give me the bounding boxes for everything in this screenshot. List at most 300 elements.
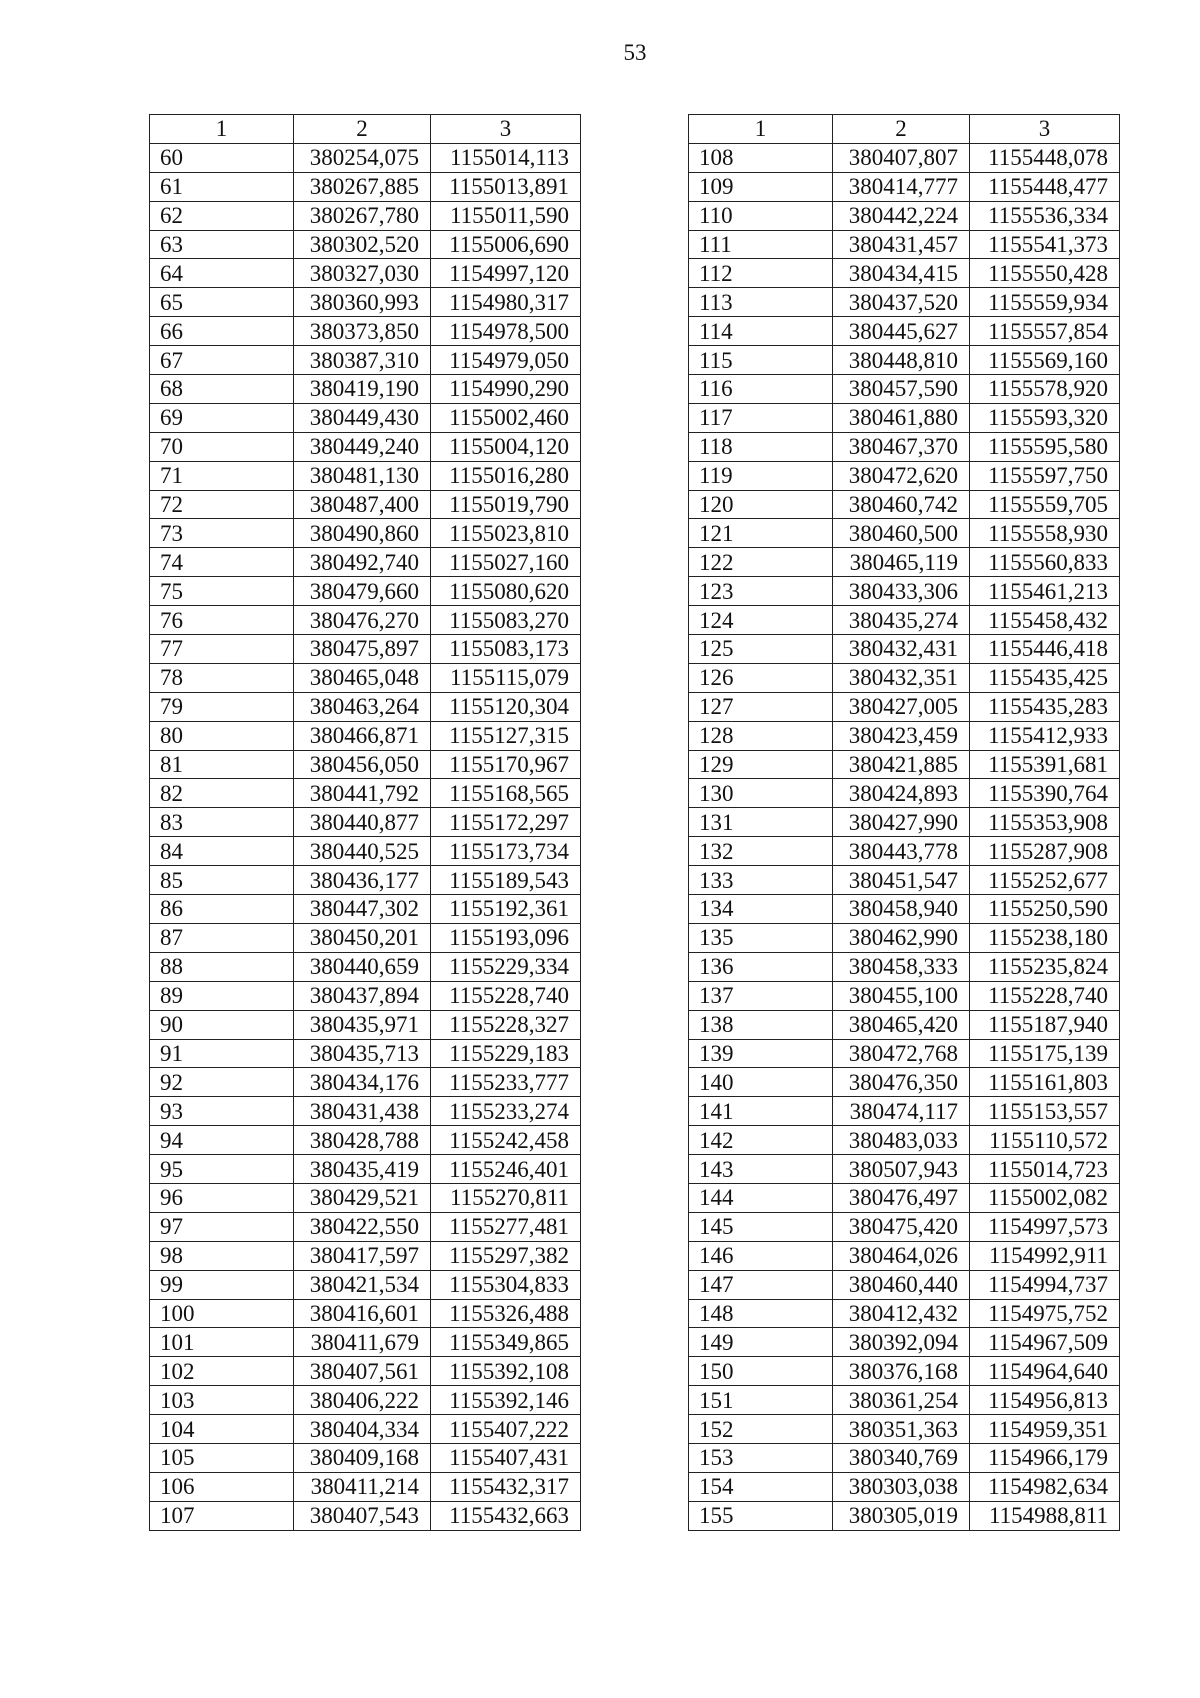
coordinate-y-cell: 1155013,891	[431, 172, 581, 201]
point-number-cell: 60	[150, 143, 294, 172]
coordinate-y-cell: 1155550,428	[970, 259, 1120, 288]
coordinate-y-cell: 1155558,930	[970, 519, 1120, 548]
coordinate-y-cell: 1155560,833	[970, 548, 1120, 577]
coordinate-x-cell: 380407,543	[294, 1501, 431, 1530]
point-number-cell: 135	[689, 923, 833, 952]
point-number-cell: 96	[150, 1183, 294, 1212]
table-row	[689, 230, 1120, 259]
table-row	[689, 808, 1120, 837]
coordinate-x-cell: 380303,038	[833, 1472, 970, 1501]
coordinate-y-cell: 1155412,933	[970, 721, 1120, 750]
table-row	[689, 403, 1120, 432]
table-row	[150, 1010, 581, 1039]
coordinate-x-cell: 380435,971	[294, 1010, 431, 1039]
point-number-cell: 86	[150, 895, 294, 924]
table-row	[689, 1010, 1120, 1039]
coordinate-y-cell: 1155277,481	[431, 1212, 581, 1241]
coordinate-x-cell: 380472,620	[833, 461, 970, 490]
coordinate-x-cell: 380483,033	[833, 1126, 970, 1155]
coordinate-x-cell: 380406,222	[294, 1386, 431, 1415]
coordinate-x-cell: 380507,943	[833, 1155, 970, 1184]
point-number-cell: 99	[150, 1270, 294, 1299]
coordinate-x-cell: 380421,885	[833, 750, 970, 779]
table-row	[150, 1386, 581, 1415]
point-number-cell: 95	[150, 1155, 294, 1184]
coordinate-y-cell: 1155011,590	[431, 201, 581, 230]
coordinate-x-cell: 380476,497	[833, 1183, 970, 1212]
point-number-cell: 74	[150, 548, 294, 577]
coordinate-y-cell: 1155127,315	[431, 721, 581, 750]
table-row	[689, 750, 1120, 779]
coordinate-x-cell: 380441,792	[294, 779, 431, 808]
point-number-cell: 139	[689, 1039, 833, 1068]
table-row	[689, 375, 1120, 404]
table-row	[689, 1155, 1120, 1184]
point-number-cell: 136	[689, 952, 833, 981]
table-row	[150, 1357, 581, 1386]
table-row	[689, 1472, 1120, 1501]
coordinate-y-cell: 1155559,934	[970, 288, 1120, 317]
point-number-cell: 133	[689, 866, 833, 895]
coordinate-x-cell: 380428,788	[294, 1126, 431, 1155]
column-header: 1	[689, 115, 833, 144]
coordinate-x-cell: 380404,334	[294, 1415, 431, 1444]
table-row	[689, 1126, 1120, 1155]
coordinate-x-cell: 380414,777	[833, 172, 970, 201]
coordinate-x-cell: 380431,457	[833, 230, 970, 259]
point-number-cell: 108	[689, 143, 833, 172]
coordinate-y-cell: 1155233,777	[431, 1068, 581, 1097]
coordinate-y-cell: 1155287,908	[970, 837, 1120, 866]
coordinate-y-cell: 1155019,790	[431, 490, 581, 519]
coordinate-y-cell: 1155193,096	[431, 923, 581, 952]
coordinate-x-cell: 380460,440	[833, 1270, 970, 1299]
coordinate-y-cell: 1155297,382	[431, 1241, 581, 1270]
coordinate-y-cell: 1155170,967	[431, 750, 581, 779]
table-row	[150, 635, 581, 664]
coordinate-y-cell: 1155175,139	[970, 1039, 1120, 1068]
table-row	[150, 172, 581, 201]
table-row	[689, 1097, 1120, 1126]
coordinate-y-cell: 1155014,113	[431, 143, 581, 172]
coordinate-y-cell: 1154967,509	[970, 1328, 1120, 1357]
coordinate-x-cell: 380437,520	[833, 288, 970, 317]
table-row	[689, 923, 1120, 952]
table-row	[689, 1183, 1120, 1212]
point-number-cell: 90	[150, 1010, 294, 1039]
point-number-cell: 105	[150, 1443, 294, 1472]
point-number-cell: 101	[150, 1328, 294, 1357]
coordinate-y-cell: 1155238,180	[970, 923, 1120, 952]
point-number-cell: 119	[689, 461, 833, 490]
table-row	[689, 606, 1120, 635]
point-number-cell: 100	[150, 1299, 294, 1328]
coordinate-y-cell: 1155161,803	[970, 1068, 1120, 1097]
coordinate-y-cell: 1155242,458	[431, 1126, 581, 1155]
table-row	[689, 692, 1120, 721]
point-number-cell: 94	[150, 1126, 294, 1155]
coordinate-y-cell: 1155110,572	[970, 1126, 1120, 1155]
coordinate-x-cell: 380492,740	[294, 548, 431, 577]
coordinate-y-cell: 1155392,108	[431, 1357, 581, 1386]
table-row	[150, 1415, 581, 1444]
coordinate-y-cell: 1155250,590	[970, 895, 1120, 924]
coordinates-table-right	[688, 114, 1120, 1531]
table-row	[689, 952, 1120, 981]
coordinate-x-cell: 380458,333	[833, 952, 970, 981]
column-header: 2	[833, 115, 970, 144]
coordinate-x-cell: 380416,601	[294, 1299, 431, 1328]
coordinate-y-cell: 1155407,431	[431, 1443, 581, 1472]
coordinate-y-cell: 1155559,705	[970, 490, 1120, 519]
table-row	[150, 317, 581, 346]
coordinate-y-cell: 1155569,160	[970, 346, 1120, 375]
table-row	[689, 1415, 1120, 1444]
coordinate-x-cell: 380467,370	[833, 432, 970, 461]
coordinate-x-cell: 380449,240	[294, 432, 431, 461]
table-row	[150, 375, 581, 404]
coordinate-y-cell: 1155252,677	[970, 866, 1120, 895]
table-row	[689, 1386, 1120, 1415]
coordinate-y-cell: 1155578,920	[970, 375, 1120, 404]
point-number-cell: 76	[150, 606, 294, 635]
table-row	[689, 317, 1120, 346]
coordinate-y-cell: 1155536,334	[970, 201, 1120, 230]
point-number-cell: 141	[689, 1097, 833, 1126]
table-row	[150, 1501, 581, 1530]
coordinate-y-cell: 1155458,432	[970, 606, 1120, 635]
coordinate-y-cell: 1155448,078	[970, 143, 1120, 172]
table-row	[689, 461, 1120, 490]
table-row	[150, 1097, 581, 1126]
point-number-cell: 78	[150, 663, 294, 692]
coordinate-x-cell: 380476,350	[833, 1068, 970, 1097]
table-row	[689, 721, 1120, 750]
table-row	[689, 981, 1120, 1010]
point-number-cell: 63	[150, 230, 294, 259]
point-number-cell: 81	[150, 750, 294, 779]
coordinate-y-cell: 1155353,908	[970, 808, 1120, 837]
coordinate-y-cell: 1155173,734	[431, 837, 581, 866]
coordinate-y-cell: 1154980,317	[431, 288, 581, 317]
coordinate-x-cell: 380267,780	[294, 201, 431, 230]
point-number-cell: 88	[150, 952, 294, 981]
point-number-cell: 82	[150, 779, 294, 808]
table-row	[150, 519, 581, 548]
coordinate-y-cell: 1155597,750	[970, 461, 1120, 490]
coordinate-y-cell: 1154966,179	[970, 1443, 1120, 1472]
table-row	[150, 1443, 581, 1472]
point-number-cell: 128	[689, 721, 833, 750]
table-row	[150, 692, 581, 721]
table-row	[689, 866, 1120, 895]
coordinate-x-cell: 380465,420	[833, 1010, 970, 1039]
point-number-cell: 102	[150, 1357, 294, 1386]
table-row	[689, 201, 1120, 230]
coordinate-x-cell: 380434,415	[833, 259, 970, 288]
point-number-cell: 83	[150, 808, 294, 837]
point-number-cell: 153	[689, 1443, 833, 1472]
point-number-cell: 129	[689, 750, 833, 779]
table-row	[150, 1212, 581, 1241]
table-row	[150, 577, 581, 606]
coordinate-x-cell: 380254,075	[294, 143, 431, 172]
table-row	[689, 635, 1120, 664]
coordinate-y-cell: 1155233,274	[431, 1097, 581, 1126]
coordinate-x-cell: 380387,310	[294, 346, 431, 375]
coordinate-x-cell: 380429,521	[294, 1183, 431, 1212]
coordinate-y-cell: 1155435,283	[970, 692, 1120, 721]
table-row	[689, 143, 1120, 172]
column-header: 3	[970, 115, 1120, 144]
table-header-row	[150, 115, 581, 144]
point-number-cell: 77	[150, 635, 294, 664]
table-row	[689, 1068, 1120, 1097]
table-header-row	[689, 115, 1120, 144]
coordinate-x-cell: 380440,659	[294, 952, 431, 981]
coordinate-y-cell: 1154956,813	[970, 1386, 1120, 1415]
table-row	[689, 519, 1120, 548]
coordinate-y-cell: 1154959,351	[970, 1415, 1120, 1444]
point-number-cell: 131	[689, 808, 833, 837]
point-number-cell: 134	[689, 895, 833, 924]
coordinate-x-cell: 380360,993	[294, 288, 431, 317]
point-number-cell: 106	[150, 1472, 294, 1501]
point-number-cell: 113	[689, 288, 833, 317]
point-number-cell: 126	[689, 663, 833, 692]
point-number-cell: 112	[689, 259, 833, 288]
coordinate-y-cell: 1155120,304	[431, 692, 581, 721]
coordinate-x-cell: 380464,026	[833, 1241, 970, 1270]
point-number-cell: 117	[689, 403, 833, 432]
table-row	[150, 1270, 581, 1299]
point-number-cell: 75	[150, 577, 294, 606]
coordinate-y-cell: 1155446,418	[970, 635, 1120, 664]
coordinate-y-cell: 1155235,824	[970, 952, 1120, 981]
point-number-cell: 147	[689, 1270, 833, 1299]
point-number-cell: 111	[689, 230, 833, 259]
point-number-cell: 145	[689, 1212, 833, 1241]
point-number-cell: 69	[150, 403, 294, 432]
coordinate-y-cell: 1154988,811	[970, 1501, 1120, 1530]
point-number-cell: 72	[150, 490, 294, 519]
coordinate-y-cell: 1155432,663	[431, 1501, 581, 1530]
coordinate-y-cell: 1155304,833	[431, 1270, 581, 1299]
table-row	[150, 1299, 581, 1328]
table-row	[689, 577, 1120, 606]
coordinate-x-cell: 380419,190	[294, 375, 431, 404]
coordinate-x-cell: 380267,885	[294, 172, 431, 201]
table-row	[150, 1155, 581, 1184]
point-number-cell: 115	[689, 346, 833, 375]
coordinate-x-cell: 380476,270	[294, 606, 431, 635]
table-row	[689, 1328, 1120, 1357]
coordinate-x-cell: 380433,306	[833, 577, 970, 606]
coordinate-y-cell: 1155246,401	[431, 1155, 581, 1184]
coordinate-y-cell: 1155002,460	[431, 403, 581, 432]
coordinate-y-cell: 1155080,620	[431, 577, 581, 606]
table-row	[689, 663, 1120, 692]
coordinate-y-cell: 1155187,940	[970, 1010, 1120, 1039]
coordinate-x-cell: 380479,660	[294, 577, 431, 606]
coordinate-x-cell: 380447,302	[294, 895, 431, 924]
coordinate-y-cell: 1154964,640	[970, 1357, 1120, 1386]
coordinate-y-cell: 1155002,082	[970, 1183, 1120, 1212]
table-row	[689, 837, 1120, 866]
table-row	[689, 346, 1120, 375]
coordinate-y-cell: 1155593,320	[970, 403, 1120, 432]
table-row	[689, 1299, 1120, 1328]
coordinate-x-cell: 380490,860	[294, 519, 431, 548]
point-number-cell: 142	[689, 1126, 833, 1155]
table-row	[150, 779, 581, 808]
coordinates-table-left	[149, 114, 581, 1531]
point-number-cell: 144	[689, 1183, 833, 1212]
table-row	[150, 1472, 581, 1501]
table-row	[150, 461, 581, 490]
coordinate-y-cell: 1155557,854	[970, 317, 1120, 346]
point-number-cell: 146	[689, 1241, 833, 1270]
coordinate-x-cell: 380455,100	[833, 981, 970, 1010]
coordinate-y-cell: 1155023,810	[431, 519, 581, 548]
coordinate-y-cell: 1155326,488	[431, 1299, 581, 1328]
table-row	[150, 230, 581, 259]
coordinate-x-cell: 380427,990	[833, 808, 970, 837]
table-row	[689, 1443, 1120, 1472]
coordinate-y-cell: 1155228,740	[431, 981, 581, 1010]
point-number-cell: 70	[150, 432, 294, 461]
point-number-cell: 61	[150, 172, 294, 201]
table-row	[689, 548, 1120, 577]
coordinate-x-cell: 380412,432	[833, 1299, 970, 1328]
coordinate-x-cell: 380417,597	[294, 1241, 431, 1270]
table-row	[689, 1357, 1120, 1386]
point-number-cell: 150	[689, 1357, 833, 1386]
point-number-cell: 79	[150, 692, 294, 721]
coordinate-x-cell: 380460,500	[833, 519, 970, 548]
coordinate-x-cell: 380445,627	[833, 317, 970, 346]
coordinate-y-cell: 1155006,690	[431, 230, 581, 259]
coordinate-y-cell: 1155115,079	[431, 663, 581, 692]
point-number-cell: 107	[150, 1501, 294, 1530]
coordinate-y-cell: 1154982,634	[970, 1472, 1120, 1501]
table-row	[150, 606, 581, 635]
table-row	[150, 201, 581, 230]
coordinate-x-cell: 380351,363	[833, 1415, 970, 1444]
point-number-cell: 89	[150, 981, 294, 1010]
coordinate-x-cell: 380407,561	[294, 1357, 431, 1386]
coordinate-y-cell: 1154990,290	[431, 375, 581, 404]
point-number-cell: 104	[150, 1415, 294, 1444]
coordinate-y-cell: 1155448,477	[970, 172, 1120, 201]
point-number-cell: 130	[689, 779, 833, 808]
point-number-cell: 114	[689, 317, 833, 346]
coordinate-x-cell: 380424,893	[833, 779, 970, 808]
coordinate-y-cell: 1155083,270	[431, 606, 581, 635]
coordinate-y-cell: 1155270,811	[431, 1183, 581, 1212]
coordinate-x-cell: 380305,019	[833, 1501, 970, 1530]
coordinate-x-cell: 380432,351	[833, 663, 970, 692]
coordinate-x-cell: 380422,550	[294, 1212, 431, 1241]
table-row	[150, 808, 581, 837]
coordinate-y-cell: 1155407,222	[431, 1415, 581, 1444]
coordinate-x-cell: 380427,005	[833, 692, 970, 721]
coordinate-x-cell: 380411,214	[294, 1472, 431, 1501]
table-row	[150, 1126, 581, 1155]
table-row	[150, 895, 581, 924]
point-number-cell: 152	[689, 1415, 833, 1444]
coordinate-y-cell: 1154994,737	[970, 1270, 1120, 1299]
coordinate-y-cell: 1155153,557	[970, 1097, 1120, 1126]
coordinate-y-cell: 1155004,120	[431, 432, 581, 461]
coordinate-y-cell: 1155016,280	[431, 461, 581, 490]
table-row	[150, 663, 581, 692]
point-number-cell: 84	[150, 837, 294, 866]
coordinate-y-cell: 1155392,146	[431, 1386, 581, 1415]
table-row	[150, 288, 581, 317]
coordinate-y-cell: 1154992,911	[970, 1241, 1120, 1270]
point-number-cell: 148	[689, 1299, 833, 1328]
coordinate-x-cell: 380435,713	[294, 1039, 431, 1068]
table-row	[689, 288, 1120, 317]
coordinate-x-cell: 380443,778	[833, 837, 970, 866]
point-number-cell: 123	[689, 577, 833, 606]
point-number-cell: 64	[150, 259, 294, 288]
point-number-cell: 127	[689, 692, 833, 721]
coordinate-x-cell: 380423,459	[833, 721, 970, 750]
coordinate-x-cell: 380435,419	[294, 1155, 431, 1184]
table-row	[150, 1068, 581, 1097]
point-number-cell: 109	[689, 172, 833, 201]
coordinate-y-cell: 1155390,764	[970, 779, 1120, 808]
point-number-cell: 116	[689, 375, 833, 404]
page-number: 53	[623, 40, 647, 65]
point-number-cell: 120	[689, 490, 833, 519]
point-number-cell: 85	[150, 866, 294, 895]
table-row	[150, 952, 581, 981]
table-row	[689, 490, 1120, 519]
point-number-cell: 110	[689, 201, 833, 230]
point-number-cell: 155	[689, 1501, 833, 1530]
table-row	[150, 721, 581, 750]
point-number-cell: 124	[689, 606, 833, 635]
coordinate-x-cell: 380407,807	[833, 143, 970, 172]
coordinate-x-cell: 380487,400	[294, 490, 431, 519]
point-number-cell: 125	[689, 635, 833, 664]
table-row	[689, 432, 1120, 461]
table-row	[689, 1241, 1120, 1270]
coordinate-y-cell: 1155192,361	[431, 895, 581, 924]
table-row	[150, 432, 581, 461]
coordinate-y-cell: 1155083,173	[431, 635, 581, 664]
coordinate-x-cell: 380466,871	[294, 721, 431, 750]
coordinate-y-cell: 1154978,500	[431, 317, 581, 346]
coordinate-y-cell: 1155595,580	[970, 432, 1120, 461]
column-header: 3	[431, 115, 581, 144]
point-number-cell: 66	[150, 317, 294, 346]
table-row	[150, 750, 581, 779]
table-row	[150, 403, 581, 432]
coordinate-x-cell: 380409,168	[294, 1443, 431, 1472]
table-row	[689, 1039, 1120, 1068]
coordinate-x-cell: 380472,768	[833, 1039, 970, 1068]
table-row	[150, 1039, 581, 1068]
column-header: 2	[294, 115, 431, 144]
coordinate-y-cell: 1154975,752	[970, 1299, 1120, 1328]
coordinate-y-cell: 1155435,425	[970, 663, 1120, 692]
table-row	[689, 1501, 1120, 1530]
table-row	[150, 346, 581, 375]
